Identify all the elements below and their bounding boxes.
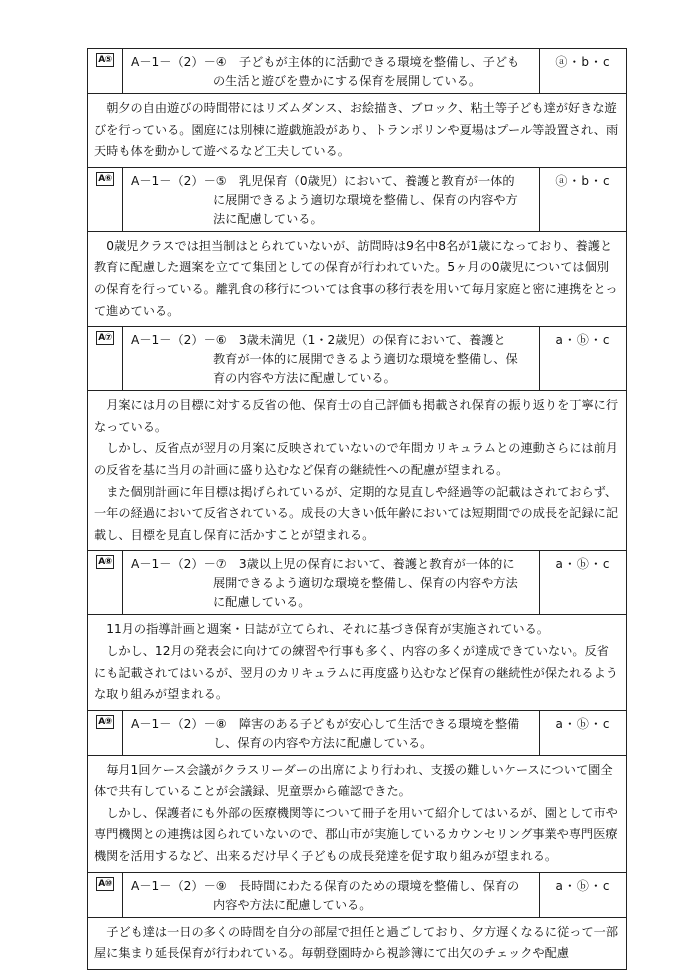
comment-paragraph: 毎月1回ケース会議がクラスリーダーの出席により行われ、支援の難しいケースについて園全体で共有していることが会議録、児童票から確認できた。 (94, 762, 613, 799)
rating-cell: ⓐ・b・c (555, 173, 611, 188)
item-title (123, 49, 540, 93)
item-title-line: 展開できるよう適切な環境を整備し、保育の内容や方法 (213, 576, 518, 591)
comment-paragraph: しかし、保護者にも外部の医療機関等について冊子を用いて紹介してはいるが、園として市や専門機関との連携は図られていないので、郡山市が実施しているカウンセリング事業や専門医療機関を活用するなど、出来るだけ早く子どもの成長発達を促す取り組みが望まれる。 (94, 805, 618, 864)
item-code-cell (88, 551, 123, 614)
item-title-line: に配慮している。 (213, 595, 311, 610)
comment-paragraph: 子ども達は一日の多くの時間を自分の部屋で担任と過ごしており、夕方遅くなるに従って一部屋に集まり延長保育が行われている。毎朝登園時から視診簿にて出欠のチェックや配慮 (94, 924, 619, 961)
evaluation-comment (88, 232, 626, 326)
item-code-cell (88, 49, 123, 93)
item-code-label: A⑧ (98, 557, 112, 568)
item-title-line: に展開できるよう適切な環境を整備し、保育の内容や方 (213, 192, 518, 207)
item-title (123, 327, 540, 390)
item-code-cell (88, 873, 123, 917)
evaluation-section (87, 711, 627, 873)
item-code-label: A⑥ (98, 173, 112, 184)
item-title (123, 168, 540, 231)
item-title-line: し、保育の内容や方法に配慮している。 (213, 735, 433, 750)
item-title-line: 育の内容や方法に配慮している。 (213, 371, 396, 386)
rating-cell: a・ⓑ・c (555, 878, 611, 893)
rating-cell: a・ⓑ・c (555, 333, 611, 348)
section-header-row (88, 711, 626, 756)
item-title-line: 内容や方法に配慮している。 (213, 897, 372, 912)
item-title-line: A－1－（2）－⑥ 3歳未満児（1・2歳児）の保育において、養護と (131, 333, 506, 348)
section-header-row (88, 49, 626, 94)
rating-cell: a・ⓑ・c (555, 716, 611, 731)
item-code-label: A⑨ (98, 716, 112, 727)
item-title-line: A－1－（2）－④ 子どもが主体的に活動できる環境を整備し、子ども (131, 55, 520, 69)
evaluation-section (87, 327, 627, 551)
item-title (123, 551, 540, 614)
item-code-label: A⑤ (98, 55, 112, 65)
evaluation-comment (88, 918, 626, 969)
evaluation-comment (88, 615, 626, 709)
evaluation-section (87, 48, 627, 168)
item-title (123, 711, 540, 755)
item-title-line: 法に配慮している。 (213, 211, 323, 226)
evaluation-section (87, 168, 627, 327)
item-title-line: A－1－（2）－⑤ 乳児保育（0歳児）において、養護と教育が一体的 (131, 173, 515, 188)
evaluation-comment (88, 756, 626, 872)
comment-paragraph: また個別計画に年目標は掲げられているが、定期的な見直しや経過等の記載はされておらず、一年の経過において反省されている。成長の大きい低年齢においては短期間での成長を記録に記載し、目標を見直し保育に活かすことが望まれる。 (94, 484, 619, 542)
rating-cell: a・ⓑ・c (555, 557, 611, 572)
item-code-cell (88, 711, 123, 755)
section-header-row (88, 327, 626, 391)
item-title (123, 873, 540, 917)
evaluation-comment (88, 391, 626, 550)
comment-paragraph: 11月の指導計画と週案・日誌が立てられ、それに基づき保育が実施されている。 (106, 622, 549, 637)
section-header-row (88, 551, 626, 615)
evaluation-section (87, 551, 627, 710)
section-header-row (88, 873, 626, 918)
item-code-label: A⑦ (98, 333, 112, 344)
comment-paragraph: 朝夕の自由遊びの時間帯にはリズムダンス、お絵描き、ブロック、粘土等子ども達が好きな遊びを行っている。園庭には別棟に遊戯施設があり、トランポリンや夏場はプール等設置され、雨天時も体を動かして遊べるなど工夫している。 (94, 101, 619, 159)
item-title-line: A－1－（2）－⑦ 3歳以上児の保育において、養護と教育が一体的に (131, 557, 515, 572)
rating-cell: ⓐ・b・c (555, 55, 611, 69)
evaluation-comment (88, 94, 626, 167)
comment-paragraph: 月案には月の目標に対する反省の他、保育士の自己評価も掲載され保育の振り返りを丁寧に行なっている。 (94, 398, 619, 434)
evaluation-document (87, 48, 627, 970)
item-code-label: A⑩ (98, 878, 112, 889)
item-code-cell (88, 327, 123, 390)
comment-paragraph: しかし、反省点が翌月の月案に反映されていないので年間カリキュラムとの連動さらには前月の反省を基に当月の計画に盛り込むなど保育の継続性への配慮が望まれる。 (94, 441, 618, 477)
item-title-line: A－1－（2）－⑧ 障害のある子どもが安心して生活できる環境を整備 (131, 716, 520, 731)
item-title-line: の生活と遊びを豊かにする保育を展開している。 (213, 74, 482, 88)
item-title-line: A－1－（2）－⑨ 長時間にわたる保育のための環境を整備し、保育の (131, 878, 520, 893)
evaluation-section (87, 873, 627, 970)
item-code-cell (88, 168, 123, 231)
item-title-line: 教育が一体的に展開できるよう適切な環境を整備し、保 (213, 352, 518, 367)
comment-paragraph: 0歳児クラスでは担当制はとられていないが、訪問時は9名中8名が1歳になっており、養護と教育に配慮した週案を立てて集団としての保育が行われていた。5ヶ月の0歳児については個別の保育を行っている。離乳食の移行については食事の移行表を用いて毎月家庭と密に連携をとって進めている。 (94, 238, 618, 318)
section-header-row (88, 168, 626, 232)
comment-paragraph: しかし、12月の発表会に向けての練習や行事も多く、内容の多くが達成できていない。反省にも記載されてはいるが、翌月のカリキュラムに再度盛り込むなど保育の継続性が保たれるような取り組みが望まれる。 (94, 643, 618, 702)
